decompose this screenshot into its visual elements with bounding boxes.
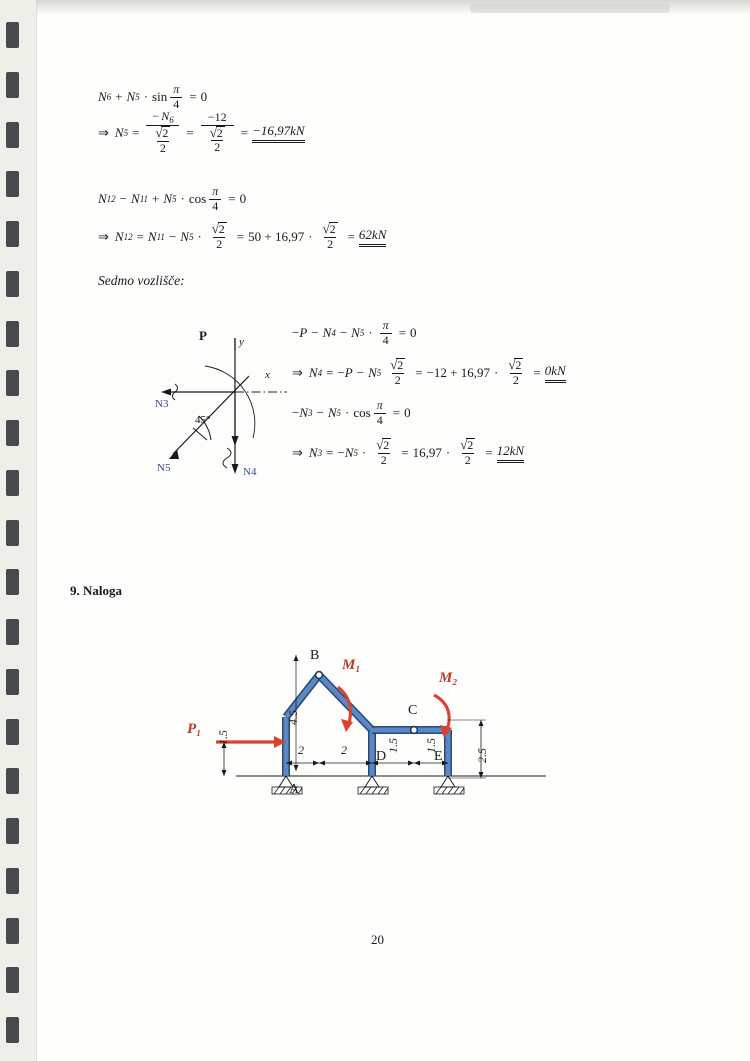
joint-label-E: E [434, 749, 443, 764]
member-label-N4: N4 [243, 466, 257, 478]
dim-span-c: 1.5 [386, 738, 400, 753]
force-label-P: P [199, 328, 207, 343]
binding-hole [6, 669, 19, 695]
binding-hole [6, 221, 19, 247]
dim-left-column-height: 1.5 [216, 730, 230, 745]
binding-hole [6, 1017, 19, 1043]
binding-hole [6, 569, 19, 595]
binding-hole [6, 171, 19, 197]
joint-label-A: A [289, 782, 300, 797]
load-label-P1: P₁ [187, 721, 202, 737]
binding-hole [6, 22, 19, 48]
joint-label-B: B [310, 648, 320, 663]
subsection-label: Sedmo vozlišče: [98, 273, 185, 288]
member-label-N3: N3 [155, 398, 169, 410]
binding-hole [6, 719, 19, 745]
page-number: 20 [371, 932, 384, 947]
binding-hole [6, 619, 19, 645]
equation-8: ⇒ N 3 = − N 5 · √ $\frac{2}{2}$ = 16,97 · √ $\frac{2}{2}$ = 12kN [292, 438, 524, 468]
dim-span-d: 1.5 [424, 738, 438, 753]
binding-hole [6, 818, 19, 844]
binding-hole [6, 868, 19, 894]
axis-label-x: x [265, 369, 270, 381]
angle-label-45: 45° [195, 414, 211, 426]
dim-right-column-height: 2.5 [475, 748, 489, 763]
dim-span-a: 2 [298, 743, 304, 757]
frame-diagram-svg [186, 635, 686, 825]
page-content [36, 0, 750, 1061]
equation-6: ⇒ N 4 = − P − N 5 √ $\frac{2}{2}$ = −12 + 16,97 · √ $\frac{2}{2}$ = 0kN [292, 358, 566, 388]
binding-hole [6, 768, 19, 794]
equation-7: − N 3 − N 5 · cos $\frac{\pi}{4}$ = 0 [292, 397, 411, 427]
load-label-M1: M₁ [342, 657, 361, 673]
binding-hole [6, 72, 19, 98]
dim-span-b: 2 [341, 743, 347, 757]
binding-hole [6, 918, 19, 944]
dim-left-rafter: 4.5 [286, 710, 300, 725]
binding-hole [6, 520, 19, 546]
member-label-N5: N5 [157, 462, 171, 474]
binding-hole [6, 967, 19, 993]
binding-hole [6, 370, 19, 396]
binding-hole [6, 271, 19, 297]
joint-label-C: C [408, 703, 418, 718]
equation-3: N 12 − N 11 + N 5 · cos $\frac{\pi}{4}$ = 0 [98, 183, 247, 213]
equation-5: − P − N 4 − N 5 · $\frac{\pi}{4}$ = 0 [292, 317, 417, 347]
spiral-binding-holes [6, 22, 22, 1043]
equation-2: ⇒ N 5 = − $N_6$ √ $\frac{2}{2}$ = −12 √ $\frac{2}{2}$ = −16,97kN [98, 118, 305, 148]
section-heading: 9. Naloga [70, 583, 122, 598]
frame-structure-diagram [186, 635, 686, 825]
joint-label-D: D [376, 749, 387, 764]
binding-hole [6, 321, 19, 347]
axis-label-y: y [239, 336, 244, 348]
load-label-M2: M₂ [439, 670, 458, 686]
binding-hole [6, 470, 19, 496]
binding-hole [6, 122, 19, 148]
equation-1: N 6 + N 5 · sin $\frac{\pi}{4}$ = 0 [98, 81, 208, 111]
binding-hole [6, 420, 19, 446]
equation-4: ⇒ N 12 = N 11 − N 5 · √ $\frac{2}{2}$ = 50 + 16,97 · √ $\frac{2}{2}$ = 62kN [98, 222, 386, 252]
